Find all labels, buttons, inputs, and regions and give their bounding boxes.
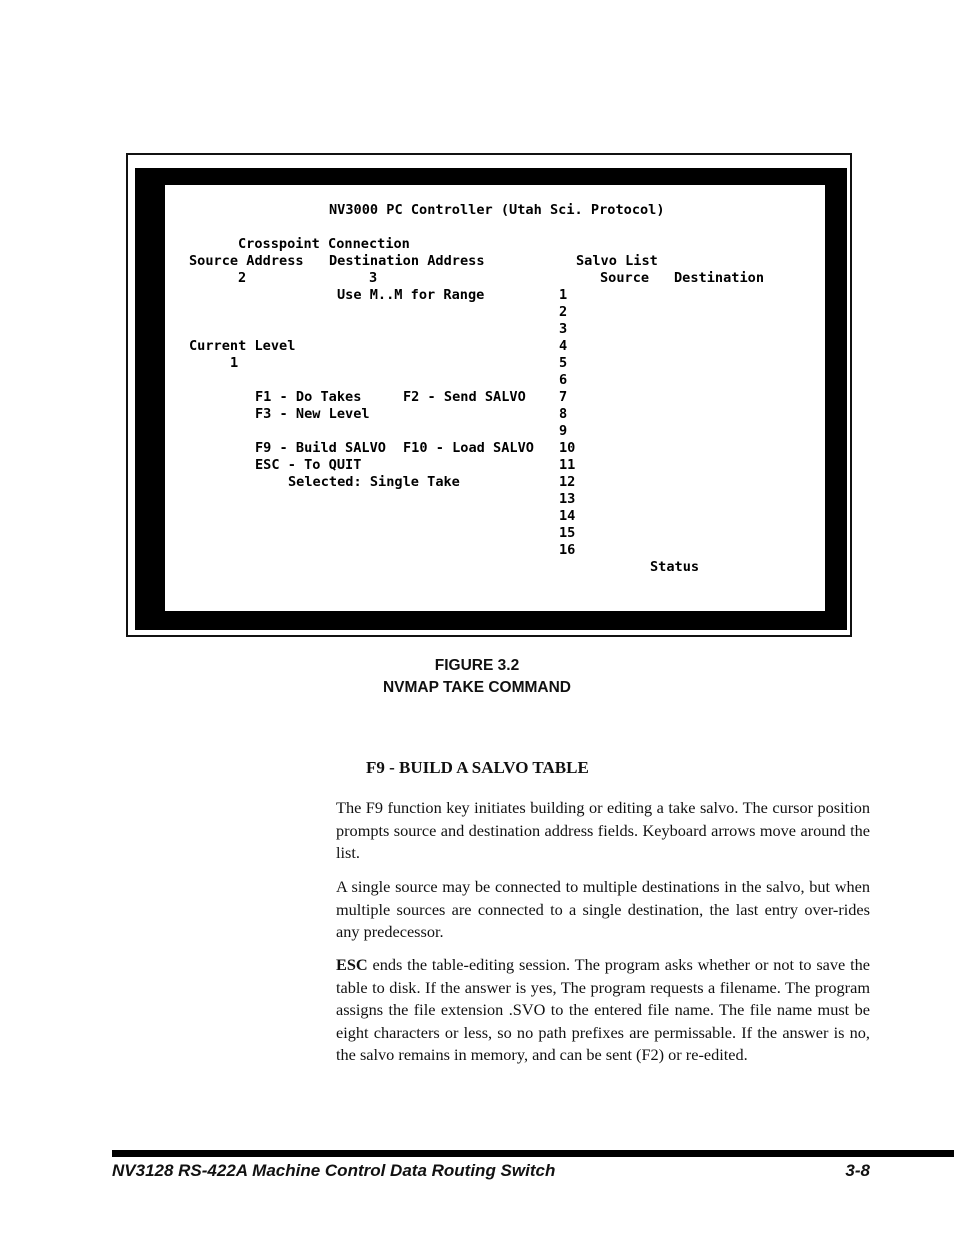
crosspoint-heading: Crosspoint Connection <box>238 236 410 252</box>
selected-mode-text: Selected: Single Take <box>288 474 460 490</box>
salvo-row-number[interactable]: 15 <box>559 525 576 541</box>
esc-keyword: ESC <box>336 955 368 974</box>
salvo-row-number[interactable]: 11 <box>559 457 576 473</box>
paragraph-f9-intro: The F9 function key initiates building or editing a take salvo. The cursor position prompts source and destination address fields. Keyboard arrows move around the list. <box>336 798 870 862</box>
salvo-row-number[interactable]: 6 <box>559 372 568 388</box>
salvo-destination-column: Destination <box>674 270 765 286</box>
terminal-screen <box>165 185 825 611</box>
salvo-row-number[interactable]: 10 <box>559 440 576 456</box>
destination-address-label: Destination Address <box>329 253 485 269</box>
salvo-row-number[interactable]: 9 <box>559 423 568 439</box>
source-address-field[interactable]: 2 <box>238 270 247 286</box>
salvo-list-heading: Salvo List <box>576 253 658 269</box>
salvo-row-number[interactable]: 7 <box>559 389 568 405</box>
salvo-row-number[interactable]: 13 <box>559 491 576 507</box>
paragraph-esc-text: ends the table-editing session. The program asks whether or not to save the table to disk. If the answer is yes, The program requests a filename. The program assigns the file extension .SVO to the entered file name. The file name must be eight characters or less, so no path prefixes are permissable. If the answer is no, the salvo remains in memory, and can be sent (F2) or re-edited. <box>336 955 870 1064</box>
current-level-value: 1 <box>230 355 239 371</box>
f9-build-salvo-key[interactable]: F9 - Build SALVO <box>255 440 386 456</box>
f10-load-salvo-key[interactable]: F10 - Load SALVO <box>403 440 534 456</box>
screen-title: NV3000 PC Controller (Utah Sci. Protocol) <box>329 202 665 218</box>
footer-rule <box>112 1150 954 1157</box>
paragraph-multiple-destinations: A single source may be connected to multiple destinations in the salvo, but when multiple sources are connected to a single destination, the last entry over-rides any predecessor. <box>336 877 870 941</box>
f3-new-level-key[interactable]: F3 - New Level <box>255 406 370 422</box>
salvo-row-number[interactable]: 1 <box>559 287 568 303</box>
salvo-row-number[interactable]: 12 <box>559 474 576 490</box>
salvo-row-number[interactable]: 4 <box>559 338 568 354</box>
esc-quit-key[interactable]: ESC - To QUIT <box>255 457 362 473</box>
salvo-row-number[interactable]: 2 <box>559 304 568 320</box>
f1-do-takes-key[interactable]: F1 - Do Takes <box>255 389 362 405</box>
current-level-label: Current Level <box>189 338 296 354</box>
footer-title: NV3128 RS-422A Machine Control Data Routing Switch <box>112 1161 556 1180</box>
salvo-row-number[interactable]: 8 <box>559 406 568 422</box>
salvo-source-column: Source <box>600 270 650 286</box>
salvo-row-number[interactable]: 3 <box>559 321 568 337</box>
salvo-row-number[interactable]: 16 <box>559 542 576 558</box>
salvo-row-number[interactable]: 5 <box>559 355 568 371</box>
figure-caption-number: FIGURE 3.2 <box>434 657 520 674</box>
figure-frame <box>126 153 852 637</box>
status-label: Status <box>650 559 700 575</box>
source-address-label: Source Address <box>189 253 304 269</box>
screen-bezel <box>135 168 847 630</box>
destination-address-field[interactable]: 3 <box>369 270 378 286</box>
figure-caption-title: NVMAP TAKE COMMAND <box>382 679 571 696</box>
salvo-row-number[interactable]: 14 <box>559 508 576 524</box>
paragraph-esc <box>336 954 870 1067</box>
f2-send-salvo-key[interactable]: F2 - Send SALVO <box>403 389 526 405</box>
section-heading: F9 - BUILD A SALVO TABLE <box>366 758 589 777</box>
page-number: 3-8 <box>845 1161 870 1180</box>
range-hint: Use M..M for Range <box>337 287 485 303</box>
